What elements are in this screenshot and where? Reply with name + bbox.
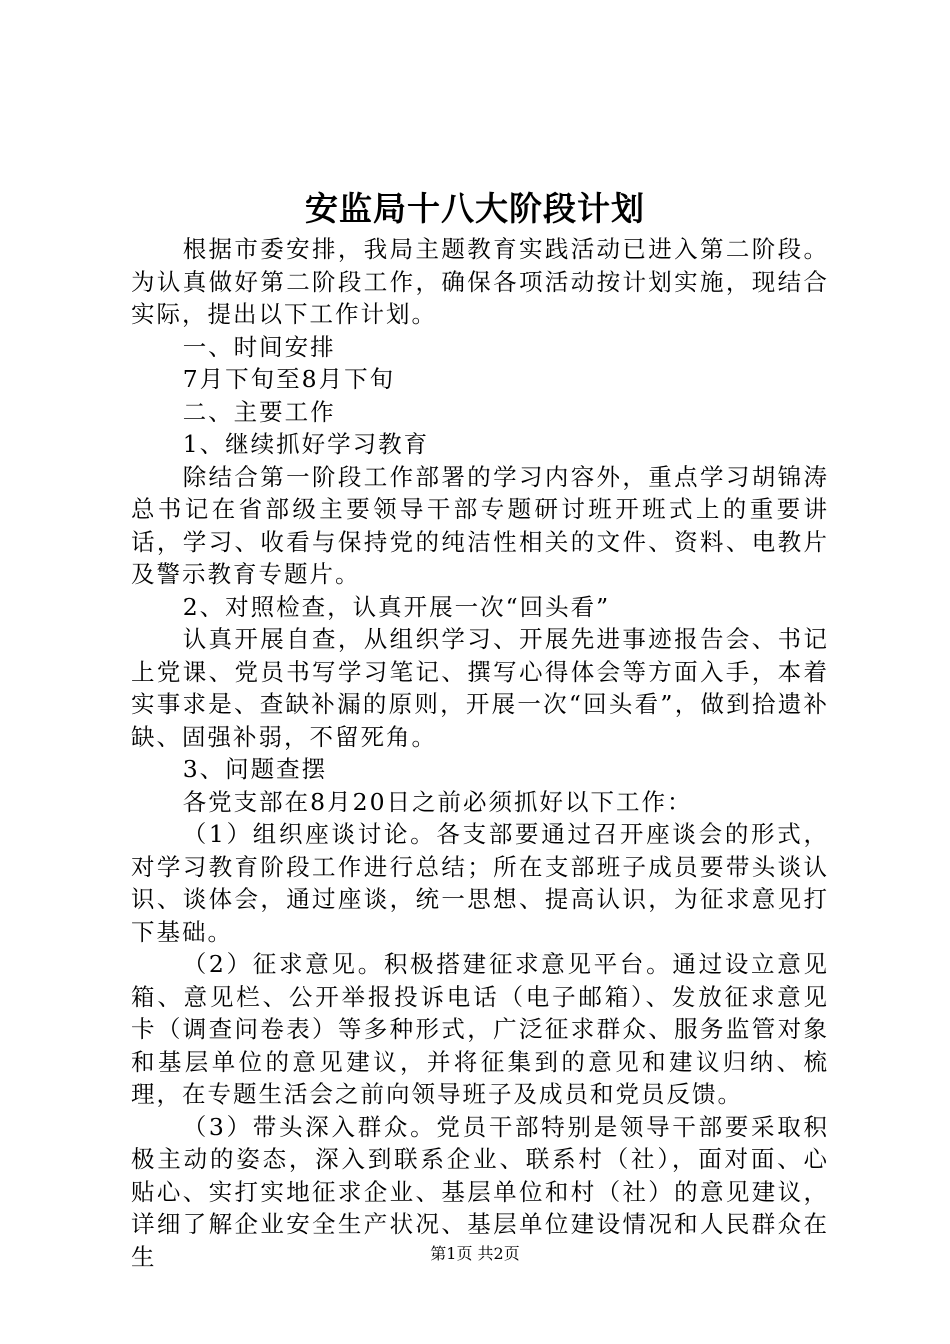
heading-main-work: 二、主要工作 <box>182 397 336 426</box>
paragraph-schedule: 7月下旬至8月下旬 <box>182 365 396 393</box>
paragraph-item-2: （2）征求意见。积极搭建征求意见平台。通过设立意见箱、意见栏、公开举报投诉电话（电子邮箱）、发放征求意见卡（调查问卷表）等多种形式，广泛征求群众、服务监管对象和基层单位的意见建议，并将征集到的意见和建议归纳、梳理，在专题生活会之前向领导班子及成员和党员反馈。 <box>131 950 829 1108</box>
paragraph-review: 认真开展自查，从组织学习、开展先进事迹报告会、书记上党课、党员书写学习笔记、撰写心得体会等方面入手，本着实事求是、查缺补漏的原则，开展一次“回头看”，做到拾遗补缺、固强补弱，不留死角。 <box>131 625 829 751</box>
heading-schedule: 一、时间安排 <box>182 332 336 361</box>
page-footer: 第1页 共2页 <box>430 1244 520 1263</box>
subheading-study: 1、继续抓好学习教育 <box>182 430 430 458</box>
paragraph-issues: 各党支部在8月20日之前必须抓好以下工作： <box>182 787 693 816</box>
paragraph-intro: 根据市委安排，我局主题教育实践活动已进入第二阶段。为认真做好第二阶段工作，确保各项活动按计划实施，现结合实际，提出以下工作计划。 <box>131 235 829 328</box>
document-body <box>131 233 829 1273</box>
paragraph-item-3: （3）带头深入群众。党员干部特别是领导干部要采取积极主动的姿态，深入到联系企业、联系村（社），面对面、心贴心、实打实地征求企业、基层单位和村（社）的意见建议，详细了解企业安全生产状况、基层单位建设情况和人民群众在生 <box>131 1112 829 1271</box>
subheading-review: 2、对照检查，认真开展一次“回头看” <box>182 592 611 621</box>
paragraph-item-1: （1）组织座谈讨论。各支部要通过召开座谈会的形式，对学习教育阶段工作进行总结；所在支部班子成员要带头谈认识、谈体会，通过座谈，统一思想、提高认识，为征求意见打下基础。 <box>131 820 829 946</box>
document-title: 安监局十八大阶段计划 <box>305 189 645 228</box>
subheading-issues: 3、问题查摆 <box>182 755 328 783</box>
paragraph-study: 除结合第一阶段工作部署的学习内容外，重点学习胡锦涛总书记在省部级主要领导干部专题研讨班开班式上的重要讲话，学习、收看与保持党的纯洁性相关的文件、资料、电教片及警示教育专题片。 <box>131 462 829 588</box>
